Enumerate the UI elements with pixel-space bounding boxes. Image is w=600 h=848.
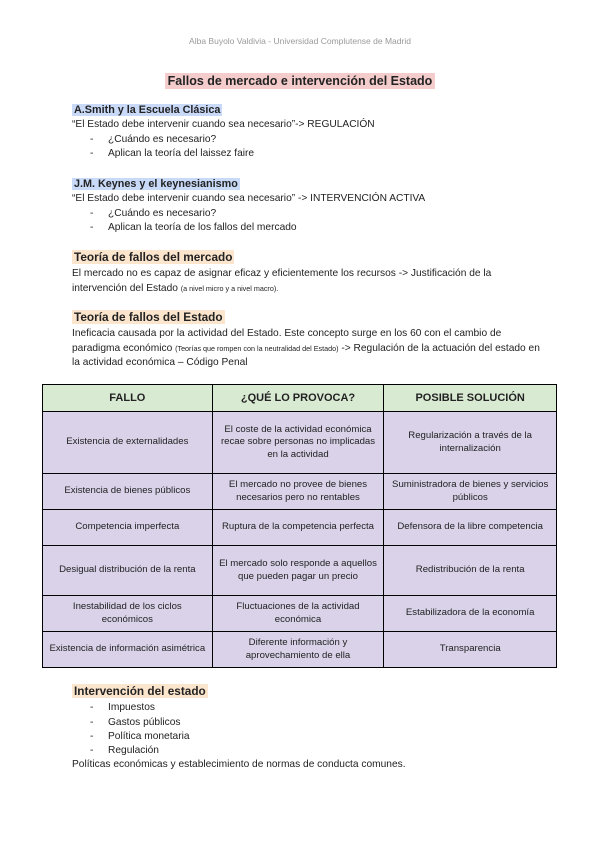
fallos-mercado-text: El mercado no es capaz de asignar eficaz y eficientemente los recursos -> Justificación de la intervención del Estado [72, 268, 492, 294]
table-cell: Ruptura de la competencia perfecta [212, 510, 384, 546]
table-cell: Regularización a través de la internalización [384, 412, 557, 474]
section-keynes [72, 177, 542, 235]
table-cell: Competencia imperfecta [43, 510, 213, 546]
table-cell: Redistribución de la renta [384, 546, 557, 596]
table-header-row [43, 385, 557, 412]
header-solucion: POSIBLE SOLUCIÓN [384, 385, 557, 412]
table-cell: Defensora de la libre competencia [384, 510, 557, 546]
intervencion-list [72, 701, 542, 758]
list-item: - Aplican la teoría del laissez faire [72, 147, 542, 161]
table-cell: Suministradora de bienes y servicios públicos [384, 474, 557, 510]
table-cell: Existencia de externalidades [43, 412, 213, 474]
table-cell: Estabilizadora de la economía [384, 596, 557, 632]
fallos-table [42, 384, 557, 668]
table-cell: El mercado solo responde a aquellos que pueden pagar un precio [212, 546, 384, 596]
table-cell: Transparencia [384, 632, 557, 668]
table-cell: El mercado no provee de bienes necesarios pero no rentables [212, 474, 384, 510]
list-item: - Gastos públicos [72, 716, 542, 730]
table-cell: Desigual distribución de la renta [43, 546, 213, 596]
table-cell: Fluctuaciones de la actividad económica [212, 596, 384, 632]
table-cell: Existencia de información asimétrica [43, 632, 213, 668]
section-fallos-mercado [72, 250, 542, 296]
table-cell: Existencia de bienes públicos [43, 474, 213, 510]
intervencion-text: Políticas económicas y establecimiento de normas de conducta comunes. [72, 759, 406, 771]
page-header: Alba Buyolo Valdivia - Universidad Complutense de Madrid [189, 36, 411, 46]
page-title-wrap [0, 72, 600, 90]
list-item: - ¿Cuándo es necesario? [72, 207, 542, 221]
smith-text: “El Estado debe intervenir cuando sea necesario”-> REGULACIÓN [72, 119, 375, 131]
header-provoca: ¿QUÉ LO PROVOCA? [212, 385, 384, 412]
section-smith [72, 103, 542, 161]
fallos-estado-heading: Teoría de fallos del Estado [74, 310, 223, 324]
page-title: Fallos de mercado e intervención del Estado [165, 73, 436, 89]
keynes-heading: J.M. Keynes y el keynesianismo [74, 178, 238, 190]
list-item: - ¿Cuándo es necesario? [72, 133, 542, 147]
smith-list [72, 133, 542, 162]
table-row [43, 412, 557, 474]
header-fallo: FALLO [43, 385, 213, 412]
list-item: - Regulación [72, 744, 542, 758]
smith-heading: A.Smith y la Escuela Clásica [74, 104, 221, 116]
table-cell: El coste de la actividad económica recae sobre personas no implicadas en la actividad [212, 412, 384, 474]
fallos-mercado-heading: Teoría de fallos del mercado [74, 250, 233, 264]
table-cell: Inestabilidad de los ciclos económicos [43, 596, 213, 632]
section-fallos-estado [72, 310, 542, 370]
fallos-estado-text-a: Ineficacia causada por la actividad del Estado. Este concepto surge en los 60 con el cambio de paradigma económico [72, 328, 502, 354]
table-row [43, 510, 557, 546]
keynes-text: “El Estado debe intervenir cuando sea necesario” -> INTERVENCIÓN ACTIVA [72, 193, 426, 205]
fallos-mercado-note: (a nivel micro y a nivel macro). [180, 283, 279, 293]
section-intervencion [72, 684, 542, 773]
intervencion-heading: Intervención del estado [74, 684, 206, 698]
fallos-estado-note: (Teorías que rompen con la neutralidad del Estado) [175, 343, 339, 353]
table-row [43, 632, 557, 668]
list-item: - Política monetaria [72, 730, 542, 744]
table-row [43, 596, 557, 632]
list-item: - Aplican la teoría de los fallos del mercado [72, 221, 542, 235]
fallos-estado-text-b: -> Regulación de la actuación del estado en la actividad económica – Código Penal [72, 342, 540, 368]
keynes-list [72, 207, 542, 236]
list-item: - Impuestos [72, 701, 542, 715]
table-row [43, 474, 557, 510]
table-cell: Diferente información y aprovechamiento de ella [212, 632, 384, 668]
table-row [43, 546, 557, 596]
